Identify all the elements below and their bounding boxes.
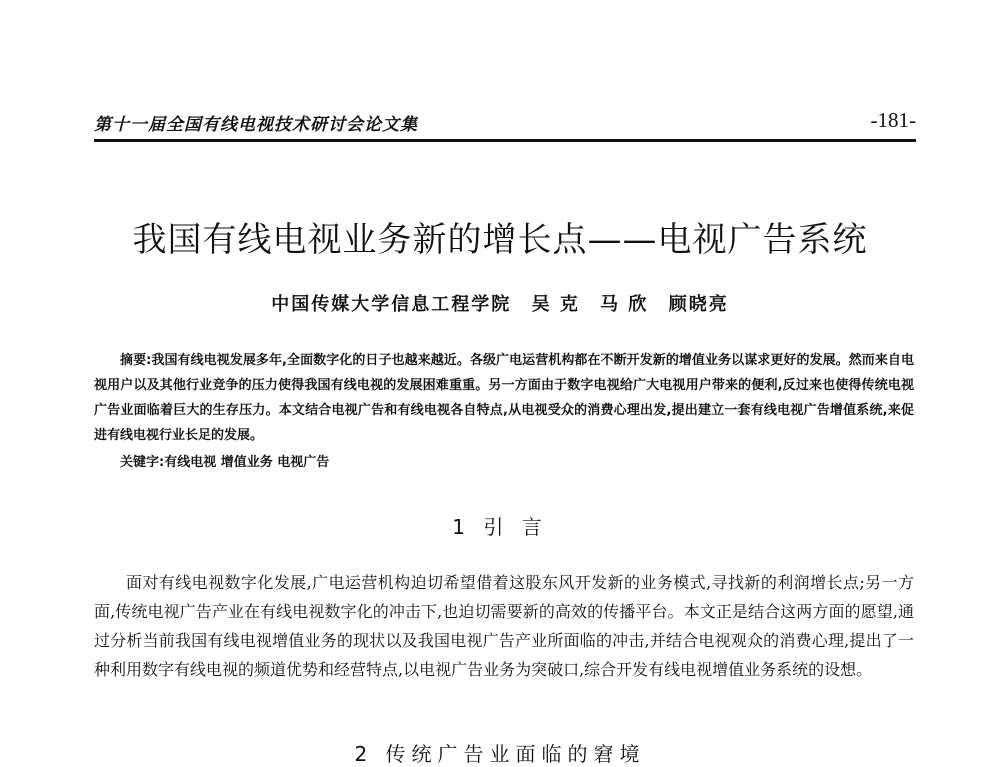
page-number: -181- bbox=[870, 108, 916, 132]
paper-title: 我国有线电视业务新的增长点——电视广告系统 bbox=[132, 220, 868, 260]
journal-title: 第十一届全国有线电视技术研讨会论文集 bbox=[94, 115, 418, 135]
author-name: 顾晓亮 bbox=[668, 294, 729, 315]
author-name: 吴 克 bbox=[531, 294, 580, 315]
author-name: 马 欣 bbox=[600, 294, 649, 315]
section-heading-introduction: 1 引 言 bbox=[452, 515, 548, 539]
running-header bbox=[94, 105, 916, 142]
section-body-introduction: 面对有线电视数字化发展,广电运营机构迫切希望借着这股东风开发新的业务模式,寻找新的利润增长点;另一方面,传统电视广告产业在有线电视数字化的冲击下,也迫切需要新的高效的传播平台。本文正是结合这两方面的愿望,通过分析当前我国有线电视增值业务的现状以及我国电视广告产业所面临的冲击,并结合电视观众的消费心理,提出了一种利用数字有线电视的频道优势和经营特点,以电视广告业务为突破口,综合开发有线电视增值业务系统的设想。 bbox=[94, 573, 914, 679]
abstract: 摘要:我国有线电视发展多年,全面数字化的日子也越来越近。各级广电运营机构都在不断开发新的增值业务以谋求更好的发展。然而来自电视用户以及其他行业竞争的压力使得我国有线电视的发展困难重重。另一方面由于数字电视给广大电视用户带来的便利,反过来也使得传统电视广告业面临着巨大的生存压力。本文结合电视广告和有线电视各自特点,从电视受众的消费心理出发,提出建立一套有线电视广告增值系统,来促进有线电视行业长足的发展。 bbox=[94, 353, 914, 443]
author-line bbox=[0, 290, 1000, 316]
keywords: 关键字:有线电视 增值业务 电视广告 bbox=[120, 455, 330, 470]
affiliation: 中国传媒大学信息工程学院 bbox=[271, 294, 512, 315]
section-heading-2: 2 传统广告业面临的窘境 bbox=[354, 742, 646, 766]
